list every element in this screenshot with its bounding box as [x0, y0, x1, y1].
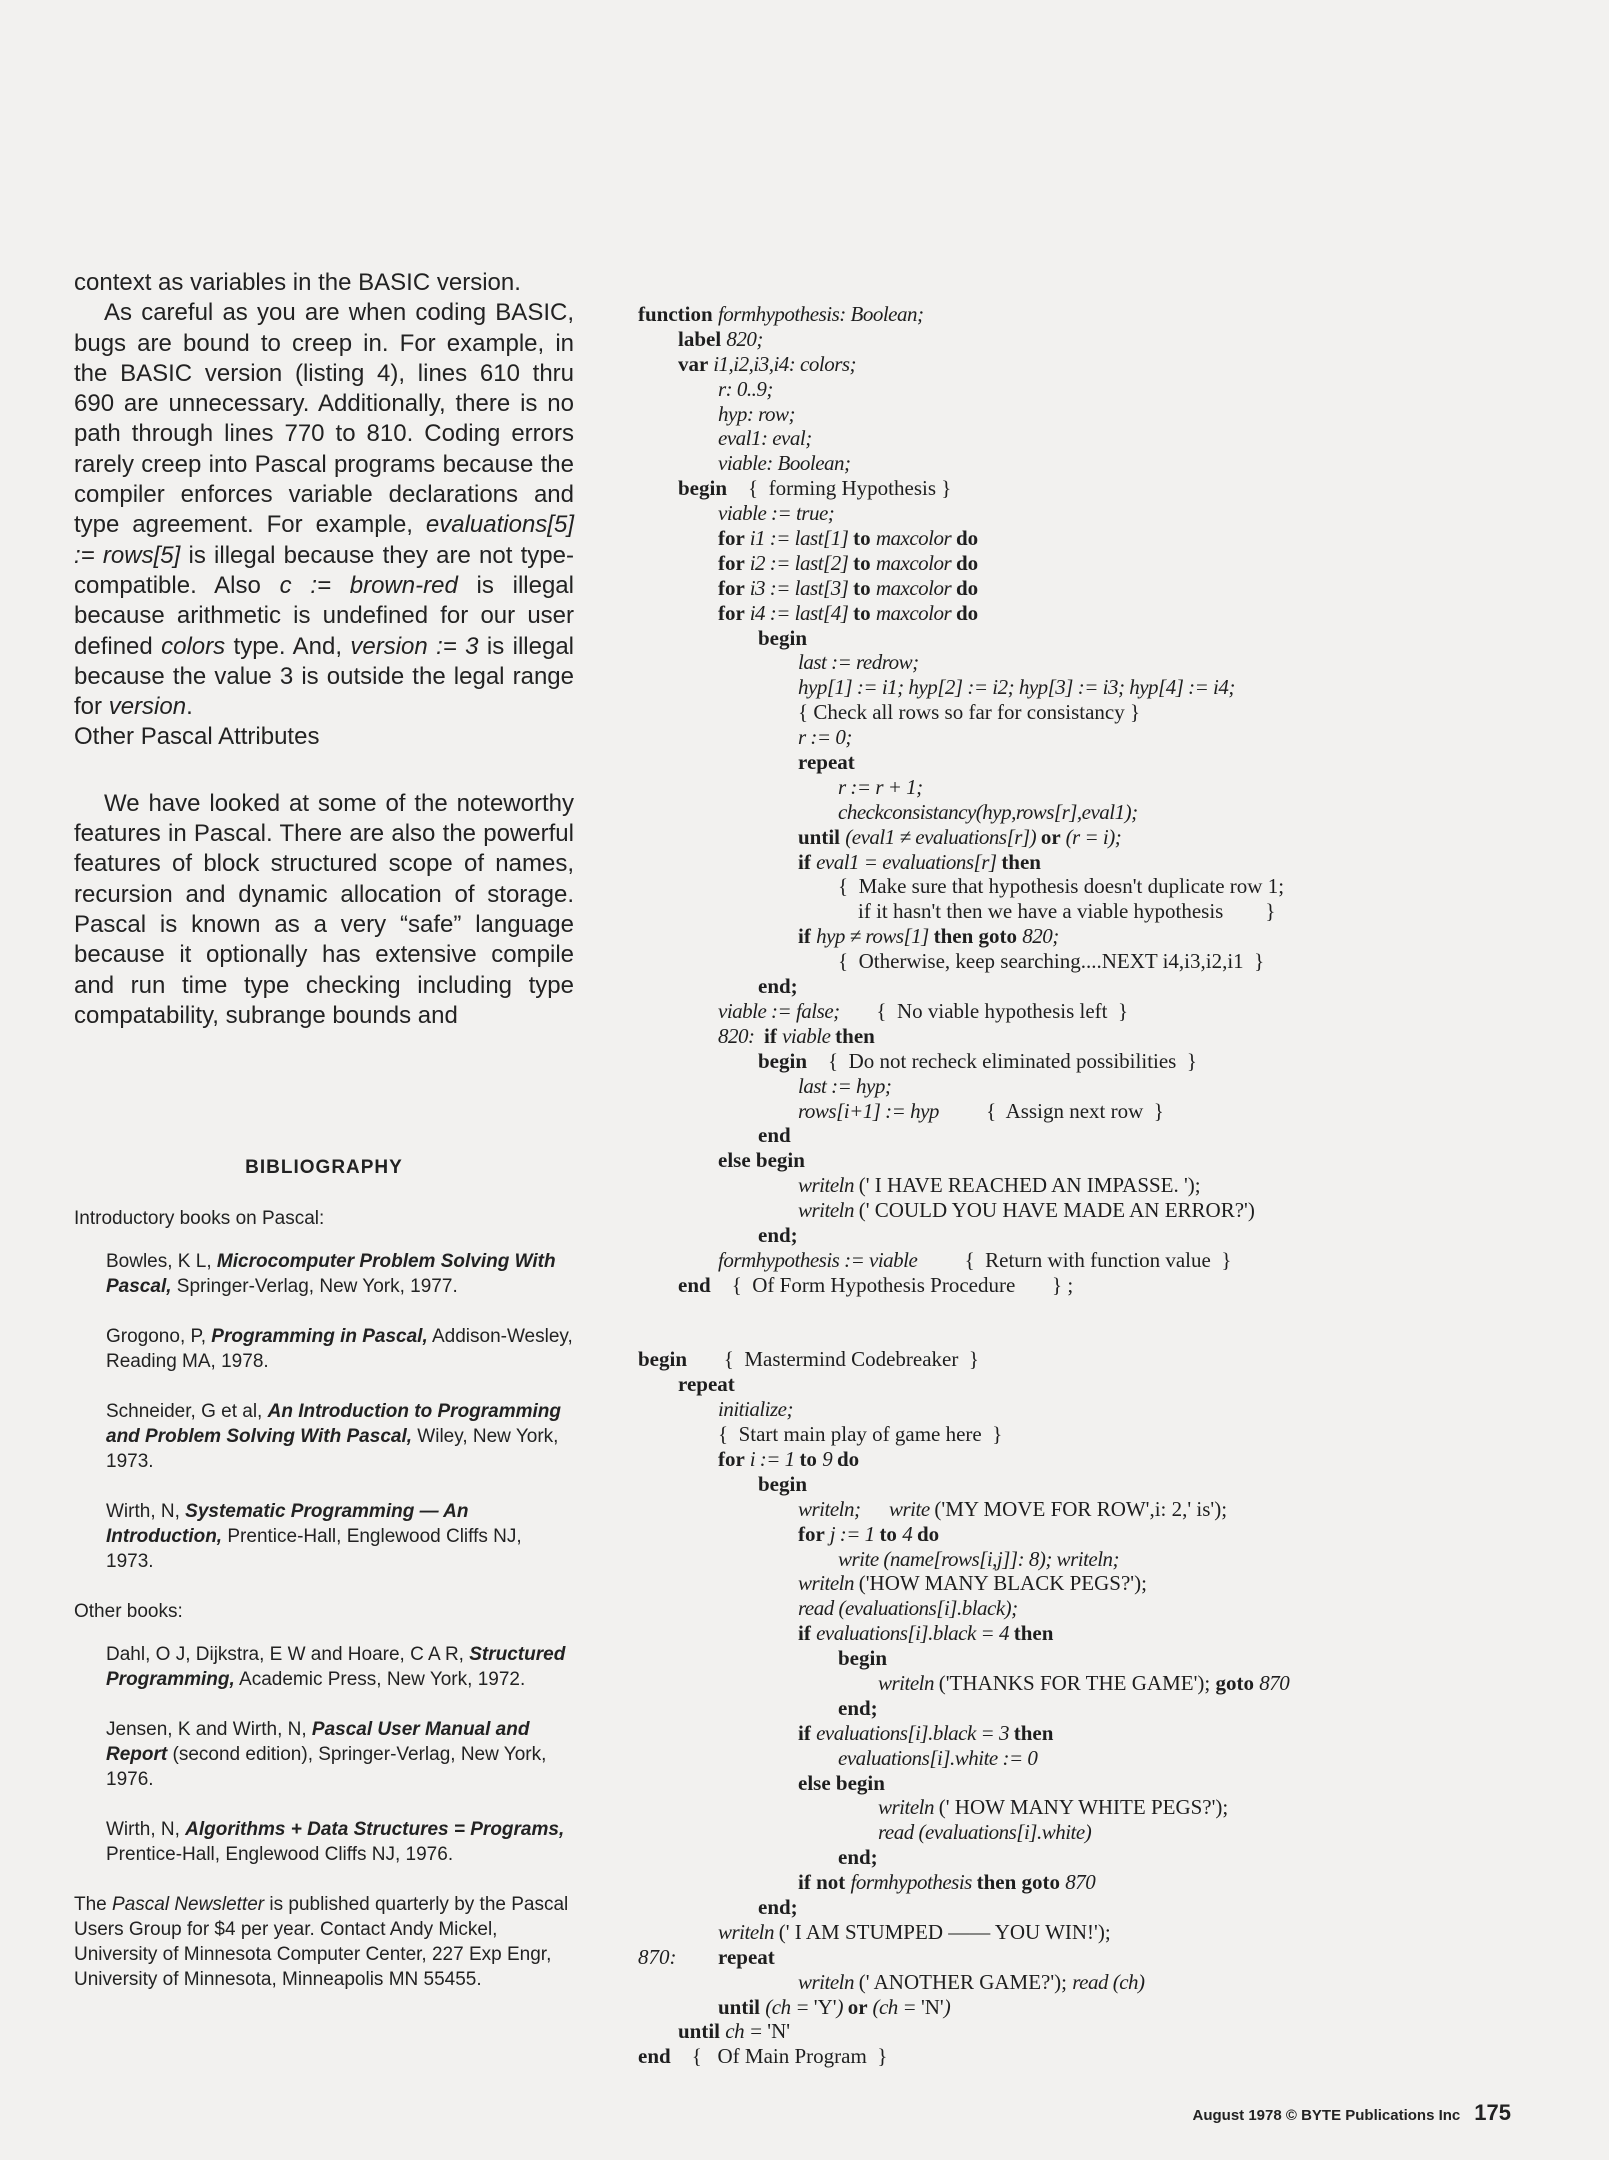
- footer-credit: August 1978 © BYTE Publications Inc: [1192, 2107, 1461, 2124]
- code-line: begin: [758, 1471, 808, 1496]
- code-line: end: [758, 1123, 791, 1148]
- paragraph-continuation: context as variables in the BASIC version.: [74, 269, 521, 296]
- bibliography-entry: Grogono, P, Programming in Pascal, Addison-Wesley, Reading MA, 1978.: [106, 1326, 573, 1372]
- code-line: repeat: [798, 750, 855, 775]
- article-left-column: [74, 268, 574, 1031]
- code-line: var i1,i2,i3,i4: colors;: [678, 351, 857, 376]
- code-line: evaluations[i].white := 0: [838, 1745, 1038, 1770]
- bibliography-entry: Wirth, N, Algorithms + Data Structures = Programs, Prentice-Hall, Englewood Cliffs NJ, 1976.: [106, 1819, 565, 1865]
- code-line: hyp[1] := i1; hyp[2] := i2; hyp[3] := i3; hyp[4] := i4;: [798, 675, 1235, 700]
- code-line: until ch = 'N': [678, 2019, 791, 2044]
- page-number: 175: [1474, 2100, 1511, 2125]
- code-line: end;: [758, 1895, 798, 1919]
- code-line: if not formhypothesis then goto 870: [798, 1870, 1096, 1895]
- other-books-label: Other books:: [74, 1601, 183, 1622]
- code-line: write (name[rows[i,j]]: 8); writeln;: [838, 1546, 1120, 1571]
- code-line: r := r + 1;: [838, 774, 923, 799]
- code-line: repeat: [678, 1372, 735, 1397]
- code-line: viable := true;: [718, 501, 835, 526]
- code-label: 870:: [638, 1944, 677, 1969]
- code-line: begin: [838, 1646, 888, 1671]
- code-line: if it hasn't then we have a viable hypothesis }: [858, 899, 1276, 924]
- bibliography-entry: Bowles, K L, Microcomputer Problem Solving With Pascal, Springer-Verlag, New York, 1977.: [106, 1251, 556, 1297]
- bibliography-entry: Wirth, N, Systematic Programming — An Introduction, Prentice-Hall, Englewood Cliffs NJ, 1973.: [106, 1501, 522, 1572]
- code-line: begin { forming Hypothesis }: [678, 476, 952, 501]
- code-line: label 820;: [678, 326, 763, 351]
- code-line: viable := false; { No viable hypothesis left }: [718, 998, 1129, 1023]
- code-line: { Make sure that hypothesis doesn't duplicate row 1;: [838, 874, 1285, 899]
- code-line: for i := 1 to 9 do: [718, 1446, 860, 1471]
- bibliography-title: BIBLIOGRAPHY: [245, 1157, 403, 1178]
- code-line: initialize;: [718, 1397, 793, 1422]
- code-line: writeln (' HOW MANY WHITE PEGS?');: [878, 1795, 1229, 1820]
- code-line: last := redrow;: [798, 650, 919, 675]
- code-line: writeln; write ('MY MOVE FOR ROW',i: 2,' is');: [798, 1496, 1228, 1521]
- code-line: writeln (' I HAVE REACHED AN IMPASSE. ');: [798, 1173, 1201, 1198]
- code-line: 870: repeat: [638, 1944, 775, 1969]
- bibliography-entry: Schneider, G et al, An Introduction to Programming and Problem Solving With Pascal, Wiley, New York, 1973.: [106, 1401, 562, 1472]
- code-line: if evaluations[i].black = 3 then: [798, 1720, 1054, 1745]
- code-line: begin { Do not recheck eliminated possibilities }: [758, 1048, 1197, 1073]
- paragraph-pascal-attributes: We have looked at some of the noteworthy features in Pascal. There are also the powerful features of block structured scope of names, recursion and dynamic allocation of storage. Pascal is known as a very “safe” language because it optionally has extensive compile and run time type checking including type compatability, subrange bounds and: [74, 789, 574, 1029]
- code-line: if hyp ≠ rows[1] then goto 820;: [798, 924, 1059, 949]
- code-line: until (ch = 'Y') or (ch = 'N'): [718, 1994, 951, 2019]
- code-line: { Otherwise, keep searching....NEXT i4,i3,i2,i1 }: [838, 949, 1265, 974]
- code-line: else begin: [718, 1148, 805, 1173]
- code-line: for i2 := last[2] to maxcolor do: [718, 550, 979, 575]
- code-line: [638, 1323, 1358, 1348]
- code-line: read (evaluations[i].white): [878, 1820, 1092, 1845]
- code-line: for i4 := last[4] to maxcolor do: [718, 600, 979, 625]
- code-line: end { Of Main Program }: [638, 2044, 888, 2069]
- code-line: last := hyp;: [798, 1073, 892, 1098]
- code-line: rows[i+1] := hyp { Assign next row }: [798, 1098, 1164, 1123]
- code-line: for j := 1 to 4 do: [798, 1521, 940, 1546]
- code-line: function formhypothesis: Boolean;: [638, 302, 924, 326]
- code-line: until (eval1 ≠ evaluations[r]) or (r = i);: [798, 824, 1122, 849]
- code-line: end;: [758, 974, 798, 999]
- code-line: writeln (' ANOTHER GAME?'); read (ch): [798, 1969, 1145, 1994]
- code-line: else begin: [798, 1770, 885, 1795]
- code-line: read (evaluations[i].black);: [798, 1596, 1018, 1621]
- code-line: writeln (' COULD YOU HAVE MADE AN ERROR?'): [798, 1198, 1255, 1223]
- code-line: [638, 1298, 1358, 1323]
- code-line: for i1 := last[1] to maxcolor do: [718, 526, 979, 551]
- code-line: writeln ('THANKS FOR THE GAME'); goto 870: [878, 1670, 1290, 1695]
- newsletter-note: The Pascal Newsletter is published quarterly by the Pascal Users Group for $4 per year. Contact Andy Mickel, University of Minnesota Computer Center, 227 Exp Engr, University of Minnesota, Minneapolis MN 55455.: [74, 1894, 569, 1990]
- bibliography: [74, 1155, 574, 1992]
- bibliography-entry: Dahl, O J, Dijkstra, E W and Hoare, C A R, Structured Programming, Academic Press, New York, 1972.: [106, 1644, 566, 1690]
- code-line: end;: [758, 1222, 798, 1247]
- page-footer: [1193, 2100, 1512, 2126]
- code-line: { Start main play of game here }: [718, 1422, 1003, 1447]
- code-line: begin { Mastermind Codebreaker }: [638, 1347, 979, 1372]
- code-line: r: 0..9;: [718, 376, 773, 401]
- code-line: hyp: row;: [718, 401, 795, 426]
- code-line: formhypothesis := viable { Return with function value }: [718, 1247, 1232, 1272]
- code-line: eval1: eval;: [718, 426, 812, 451]
- code-line: writeln (' I AM STUMPED —— YOU WIN!');: [718, 1919, 1111, 1944]
- code-line: 820: if viable then: [718, 1023, 875, 1048]
- code-line: end;: [838, 1695, 878, 1720]
- paragraph-coding-errors: As careful as you are when coding BASIC, bugs are bound to creep in. For example, in the BASIC version (listing 4), lines 610 thru 690 are unnecessary. Additionally, there is no path through lines 770 to 810. Coding errors rarely creep into Pascal programs because the compiler enforces variable declarations and type agreement. For example, evaluations[5] := rows[5] is illegal because they are not type-compatible. Also c := brown-red is illegal because arithmetic is undefined for our user defined colors type. And, version := 3 is illegal because the value 3 is outside the legal range for version.: [74, 299, 574, 721]
- code-line: if evaluations[i].black = 4 then: [798, 1621, 1054, 1646]
- pascal-code-listing: [638, 302, 1358, 2069]
- code-line: end;: [838, 1845, 878, 1870]
- bibliography-entry: Jensen, K and Wirth, N, Pascal User Manual and Report (second edition), Springer-Verlag, New York, 1976.: [106, 1719, 547, 1790]
- code-line: checkconsistancy(hyp,rows[r],eval1);: [838, 799, 1138, 824]
- code-line: end { Of Form Hypothesis Procedure } ;: [678, 1272, 1074, 1297]
- code-line: viable: Boolean;: [718, 451, 851, 476]
- section-heading: Other Pascal Attributes: [74, 723, 320, 751]
- code-line: for i3 := last[3] to maxcolor do: [718, 575, 979, 600]
- code-line: r := 0;: [798, 725, 852, 750]
- code-line: writeln ('HOW MANY BLACK PEGS?');: [798, 1571, 1147, 1596]
- code-line: begin: [758, 625, 808, 650]
- code-line: { Check all rows so far for consistancy }: [798, 700, 1141, 725]
- intro-books-label: Introductory books on Pascal:: [74, 1208, 325, 1229]
- code-line: if eval1 = evaluations[r] then: [798, 849, 1041, 874]
